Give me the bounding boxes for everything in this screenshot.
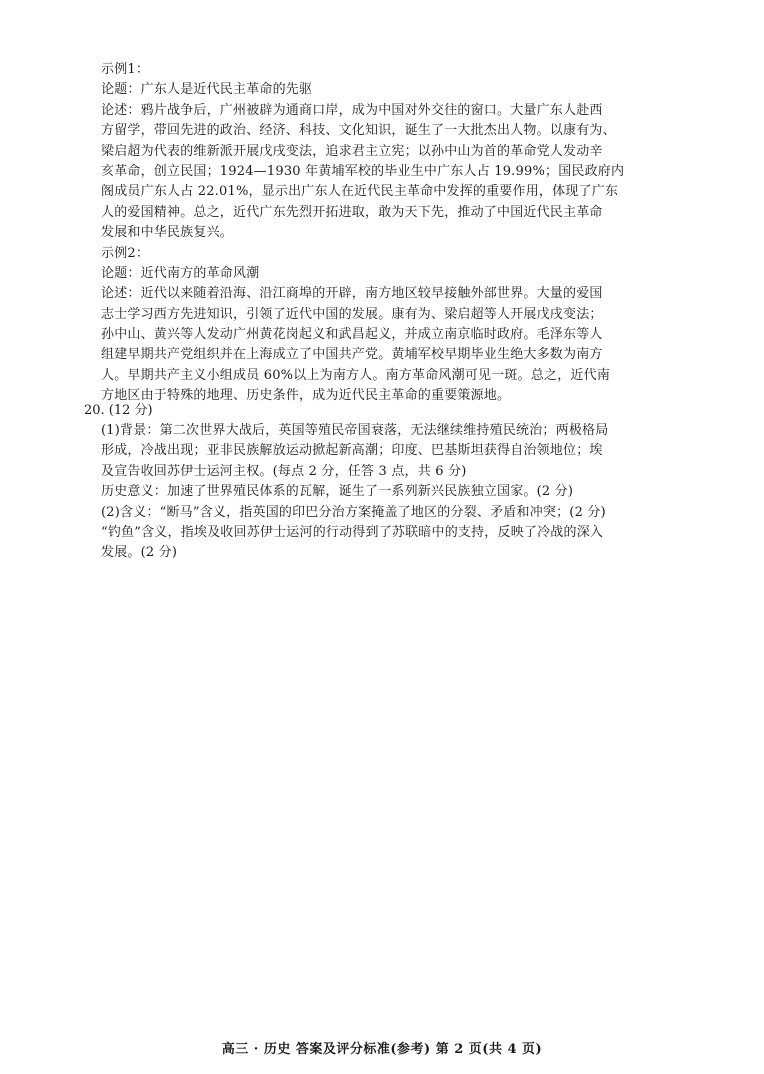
example-1-argument <box>101 101 701 244</box>
paragraph-line: (1)背景：第二次世界大战后，英国等殖民帝国衰落，无法继续维持殖民统治；两极格局 <box>101 423 609 438</box>
paragraph-line: “钓鱼”含义，指埃及收回苏伊士运河的行动得到了苏联暗中的支持，反映了冷战的深入 <box>101 524 604 540</box>
example-1-topic: 论题：广东人是近代民主革命的先驱 <box>101 82 313 98</box>
paragraph-line: 历史意义：加速了世界殖民体系的瓦解，诞生了一系列新兴民族独立国家。(2 分) <box>101 484 574 500</box>
question-20-answer <box>101 421 701 564</box>
example-2-label: 示例2： <box>101 245 150 261</box>
paragraph-line: 组建早期共产党组织并在上海成立了中国共产党。黄埔军校早期毕业生绝大多数为南方 <box>101 347 603 363</box>
paragraph-line: 志士学习西方先进知识，引领了近代中国的发展。康有为、梁启超等人开展戊戌变法； <box>101 306 603 322</box>
paragraph-line: 发展和中华民族复兴。 <box>101 225 234 241</box>
page-footer: 高三 · 历史 答案及评分标准(参考) 第 2 页(共 4 页) <box>221 1042 543 1057</box>
paragraph-line: (2)含义：“断马”含义，指英国的印巴分治方案掩盖了地区的分裂、矛盾和冲突；(2 分) <box>101 504 606 520</box>
paragraph-line: 阁成员广东人占 22.01%，显示出广东人在近代民主革命中发挥的重要作用，体现了广东 <box>101 184 619 200</box>
paragraph-line: 人的爱国精神。总之，近代广东先烈开拓进取，敢为天下先，推动了中国近代民主革命 <box>101 204 603 220</box>
paragraph-line: 形成，冷战出现；亚非民族解放运动掀起新高潮；印度、巴基斯坦获得自治领地位；埃 <box>101 443 603 459</box>
question-20-header: 20. (12 分) <box>84 403 153 418</box>
answer-body <box>101 60 701 407</box>
paragraph-line: 论述：近代以来随着沿海、沿江商埠的开辟，南方地区较早接触外部世界。大量的爱国 <box>101 286 603 302</box>
paragraph-line: 论述：鸦片战争后，广州被辟为通商口岸，成为中国对外交往的窗口。大量广东人赴西 <box>101 102 603 118</box>
example-2-argument <box>101 284 701 406</box>
paragraph-line: 人。早期共产主义小组成员 60%以上为南方人。南方革命风潮可见一斑。总之，近代南 <box>101 367 611 383</box>
paragraph-line: 亥革命，创立民国；1924—1930 年黄埔军校的毕业生中广东人占 19.99%；国民政府内 <box>101 163 625 179</box>
paragraph-line: 方地区由于特殊的地理、历史条件，成为近代民主革命的重要策源地。 <box>101 388 511 404</box>
paragraph-line: 孙中山、黄兴等人发动广州黄花岗起义和武昌起义，并成立南京临时政府。毛泽东等人 <box>101 327 603 343</box>
paragraph-line: 发展。(2 分) <box>101 545 178 561</box>
paragraph-line: 梁启超为代表的维新派开展戊戌变法，追求君主立宪；以孙中山为首的革命党人发动辛 <box>101 143 603 159</box>
example-2-topic: 论题：近代南方的革命风潮 <box>101 265 260 281</box>
example-1-label: 示例1： <box>101 62 150 77</box>
paragraph-line: 及宣告收回苏伊士运河主权。(每点 2 分，任答 3 点，共 6 分) <box>101 463 467 479</box>
paragraph-line: 方留学，带回先进的政治、经济、科技、文化知识，诞生了一大批杰出人物。以康有为、 <box>101 123 616 139</box>
